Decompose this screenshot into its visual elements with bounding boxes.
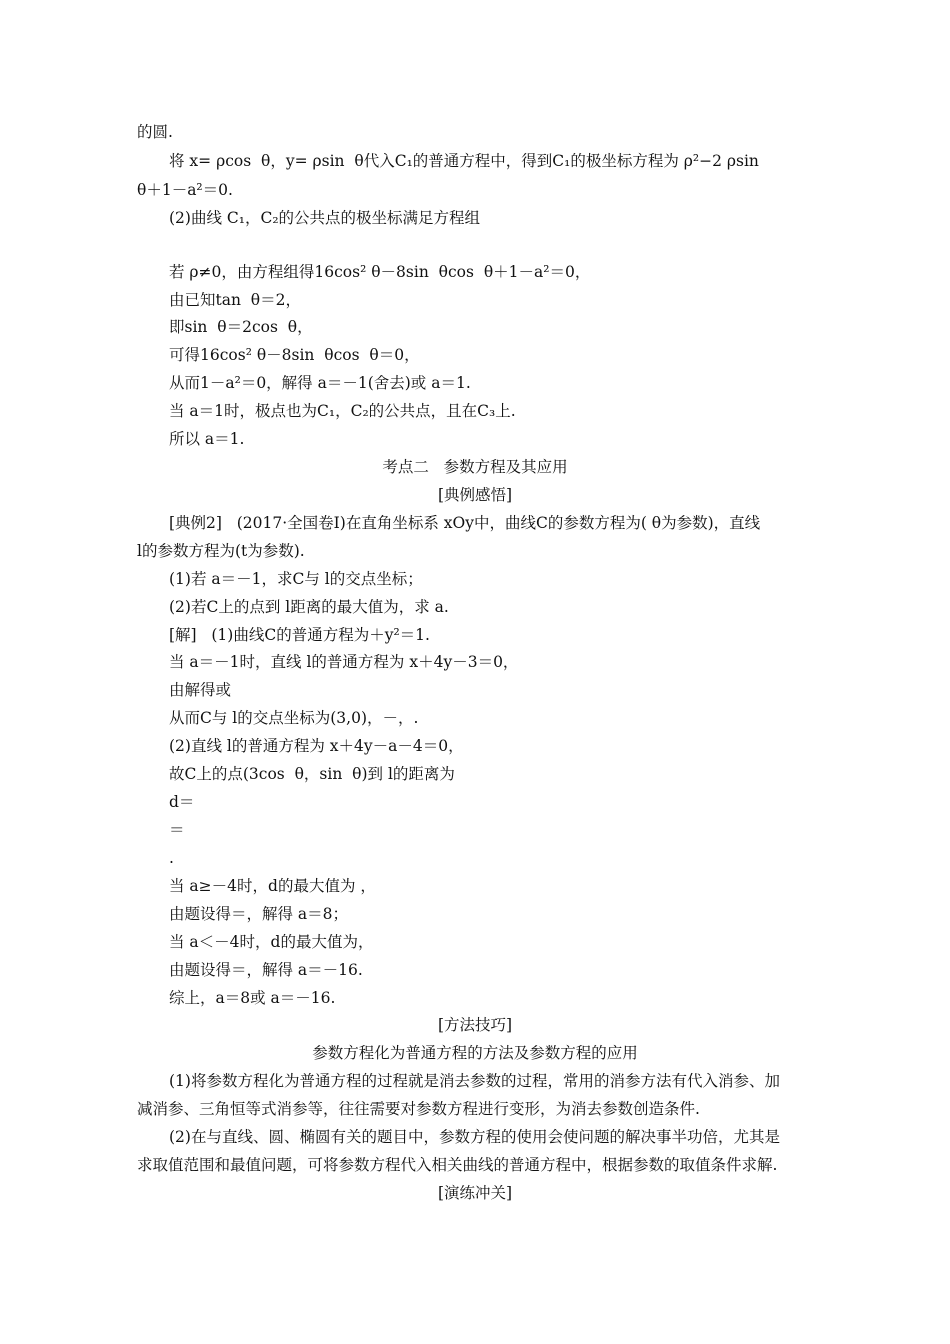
text-line: 将 x= ρcos θ，y= ρsin θ代入C₁的普通方程中，得到C₁的极坐标方程为 ρ²−2 ρsin (169, 152, 759, 170)
text-line: (2)曲线 C₁，C₂的公共点的极坐标满足方程组 (169, 209, 481, 227)
text-line: 当 a＝1时，极点也为C₁，C₂的公共点，且在C₃上. (169, 402, 516, 420)
text-line: (1)将参数方程化为普通方程的过程就是消去参数的过程，常用的消参方法有代入消参、加 (169, 1072, 780, 1090)
subsection-title: 参数方程化为普通方程的方法及参数方程的应用 (312, 1044, 638, 1062)
text-line: 从而1－a²＝0，解得 a＝－1(舍去)或 a＝1. (169, 374, 471, 392)
subsection-heading: [方法技巧] (437, 1016, 513, 1034)
subsection-heading: [演练冲关] (437, 1184, 513, 1202)
text-line: d＝ (169, 793, 195, 811)
text-line: 由题设得＝，解得 a＝－16. (169, 961, 363, 979)
text-line: [解] (1)曲线C的普通方程为＋y²＝1. (169, 626, 430, 644)
text-line: 由已知tan θ＝2， (169, 291, 302, 309)
text-line: 当 a≥－4时，d的最大值为 ， (169, 877, 376, 895)
text-line: 故C上的点(3cos θ，sin θ)到 l的距离为 (169, 765, 455, 783)
text-line: [典例2] (2017·全国卷Ⅰ)在直角坐标系 xOy中，曲线C的参数方程为( θ为参数)，直线 (169, 514, 761, 532)
text-line: 可得16cos² θ－8sin θcos θ＝0， (169, 346, 420, 364)
subsection-heading: [典例感悟] (437, 486, 513, 504)
text-line: 的圆. (137, 123, 173, 141)
text-line: 若 ρ≠0，由方程组得16cos² θ－8sin θcos θ＋1－a²＝0， (169, 263, 591, 281)
text-line: 所以 a＝1. (169, 430, 245, 448)
text-line: (2)在与直线、圆、椭圆有关的题目中，参数方程的使用会使问题的解决事半功倍，尤其是 (169, 1128, 780, 1146)
text-line: (2)若C上的点到 l距离的最大值为，求 a. (169, 598, 449, 616)
text-line: 由题设得＝，解得 a＝8； (169, 905, 349, 923)
text-line: 当 a＜－4时，d的最大值为， (169, 933, 374, 951)
section-heading: 考点二 参数方程及其应用 (382, 458, 568, 476)
text-line: (2)直线 l的普通方程为 x＋4y－a－4＝0， (169, 737, 464, 755)
text-line: 减消参、三角恒等式消参等，往往需要对参数方程进行变形，为消去参数创造条件. (137, 1100, 700, 1118)
text-line: l的参数方程为(t为参数). (137, 542, 305, 560)
text-line: 由解得或 (169, 681, 232, 699)
text-line: θ＋1－a²＝0. (137, 181, 233, 199)
text-line: 求取值范围和最值问题，可将参数方程代入相关曲线的普通方程中，根据参数的取值条件求解. (137, 1156, 778, 1174)
text-line: (1)若 a＝－1，求C与 l的交点坐标； (169, 570, 423, 588)
text-line: ＝ (169, 821, 185, 839)
text-line: 当 a＝－1时，直线 l的普通方程为 x＋4y－3＝0， (169, 653, 519, 671)
text-line: 综上，a＝8或 a＝－16. (169, 989, 336, 1007)
text-line: . (169, 849, 174, 867)
text-line: 从而C与 l的交点坐标为(3,0)，－，. (169, 709, 419, 727)
text-line: 即sin θ＝2cos θ， (169, 318, 313, 336)
